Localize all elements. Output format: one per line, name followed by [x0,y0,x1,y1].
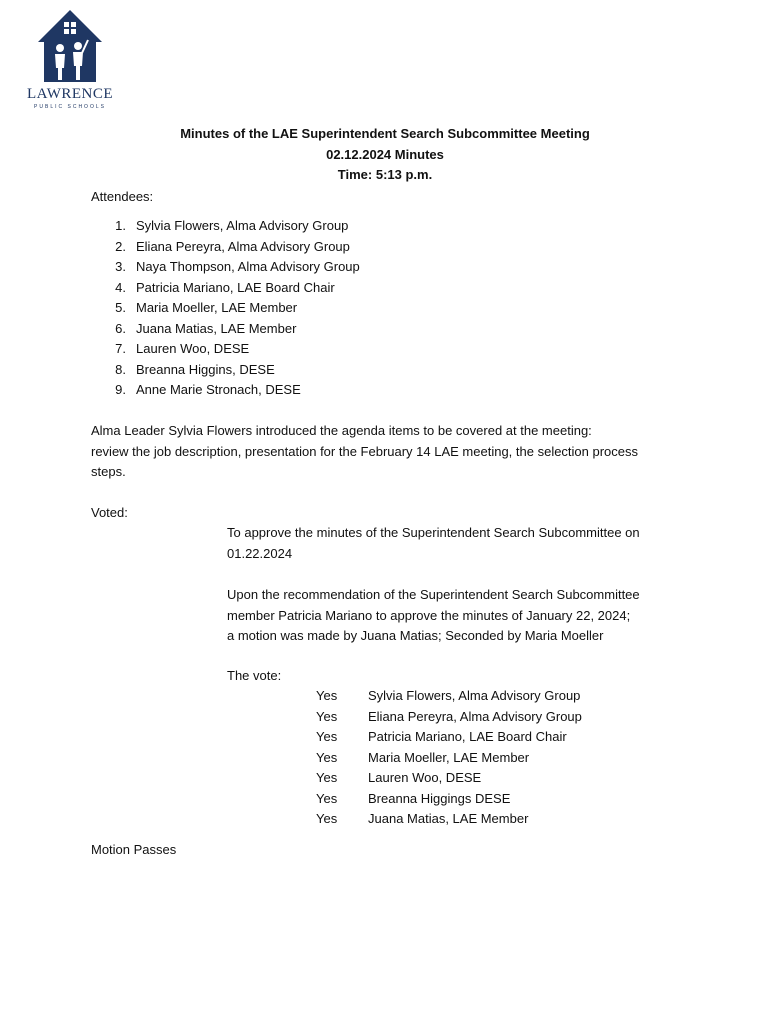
voter-name: Sylvia Flowers, Alma Advisory Group [368,688,581,703]
list-item [91,380,360,401]
motion-line: To approve the minutes of the Superintendent Search Subcommittee on [227,525,640,540]
voted-label: Voted: [91,505,128,520]
recommendation-line: a motion was made by Juana Matias; Seconded by Maria Moeller [227,628,604,643]
list-number: 4. [115,279,126,295]
attendee-name: Maria Moeller, LAE Member [136,300,298,315]
vote-value: Yes [316,729,338,744]
list-item [91,319,360,340]
list-number: 8. [115,361,126,377]
list-number: 9. [115,382,126,397]
list-item [91,339,360,360]
voter-name: Breanna Higgings DESE [368,790,511,806]
voter-name: Lauren Woo, DESE [368,770,482,785]
voter-name: Maria Moeller, LAE Member [368,749,530,765]
intro-line: steps. [91,464,126,479]
list-number: 2. [115,238,126,254]
document-date: 02.12.2024 Minutes [326,147,444,162]
motion-text [227,523,697,564]
attendee-name: Lauren Woo, DESE [136,341,250,356]
list-number: 7. [115,341,126,356]
list-item [91,237,360,258]
recommendation-text [227,585,697,647]
vote-value: Yes [316,770,338,785]
vote-table [310,686,582,830]
list-number: 1. [115,218,126,233]
vote-label: The vote: [227,668,282,683]
intro-paragraph [91,421,691,483]
attendee-name: Anne Marie Stronach, DESE [136,382,301,397]
vote-value: Yes [316,688,338,703]
logo-subtitle: PUBLIC SCHOOLS [34,104,106,110]
attendee-name: Sylvia Flowers, Alma Advisory Group [136,218,349,233]
document-title: Minutes of the LAE Superintendent Search Subcommittee Meeting [180,126,590,141]
attendee-name: Eliana Pereyra, Alma Advisory Group [136,238,350,254]
voter-name: Patricia Mariano, LAE Board Chair [368,729,567,744]
vote-row [310,768,582,789]
vote-value: Yes [316,749,338,765]
lawrence-public-schools-logo [20,8,120,112]
vote-row [310,707,582,728]
voter-name: Eliana Pereyra, Alma Advisory Group [368,708,582,724]
recommendation-line: Upon the recommendation of the Superintendent Search Subcommittee [227,587,640,602]
motion-line: 01.22.2024 [227,545,293,561]
meeting-time: Time: 5:13 p.m. [337,167,433,182]
vote-value: Yes [316,790,338,806]
vote-row [310,727,582,748]
vote-value: Yes [316,708,338,724]
voter-name: Juana Matias, LAE Member [368,811,529,826]
motion-result: Motion Passes [91,842,177,857]
list-item [91,257,360,278]
list-item [91,298,360,319]
intro-line: review the job description, presentation for the February 14 LAE meeting, the selection process [91,443,639,459]
list-item [91,278,360,299]
vote-row [310,748,582,769]
logo-wordmark: LAWRENCE [26,86,114,102]
list-number: 5. [115,300,126,315]
vote-value: Yes [316,811,338,826]
list-number: 6. [115,320,126,336]
list-item [91,360,360,381]
attendees-list [91,216,360,401]
recommendation-line: member Patricia Mariano to approve the minutes of January 22, 2024; [227,607,631,623]
schoolhouse-icon [20,8,120,88]
list-number: 3. [115,259,126,274]
vote-row [310,809,582,830]
attendee-name: Juana Matias, LAE Member [136,320,297,336]
attendee-name: Patricia Mariano, LAE Board Chair [136,279,335,295]
vote-row [310,686,582,707]
list-item [91,216,360,237]
attendee-name: Naya Thompson, Alma Advisory Group [136,259,360,274]
intro-line: Alma Leader Sylvia Flowers introduced the agenda items to be covered at the meeting: [91,423,592,438]
attendees-label: Attendees: [91,189,154,204]
vote-row [310,789,582,810]
attendee-name: Breanna Higgins, DESE [136,361,275,377]
